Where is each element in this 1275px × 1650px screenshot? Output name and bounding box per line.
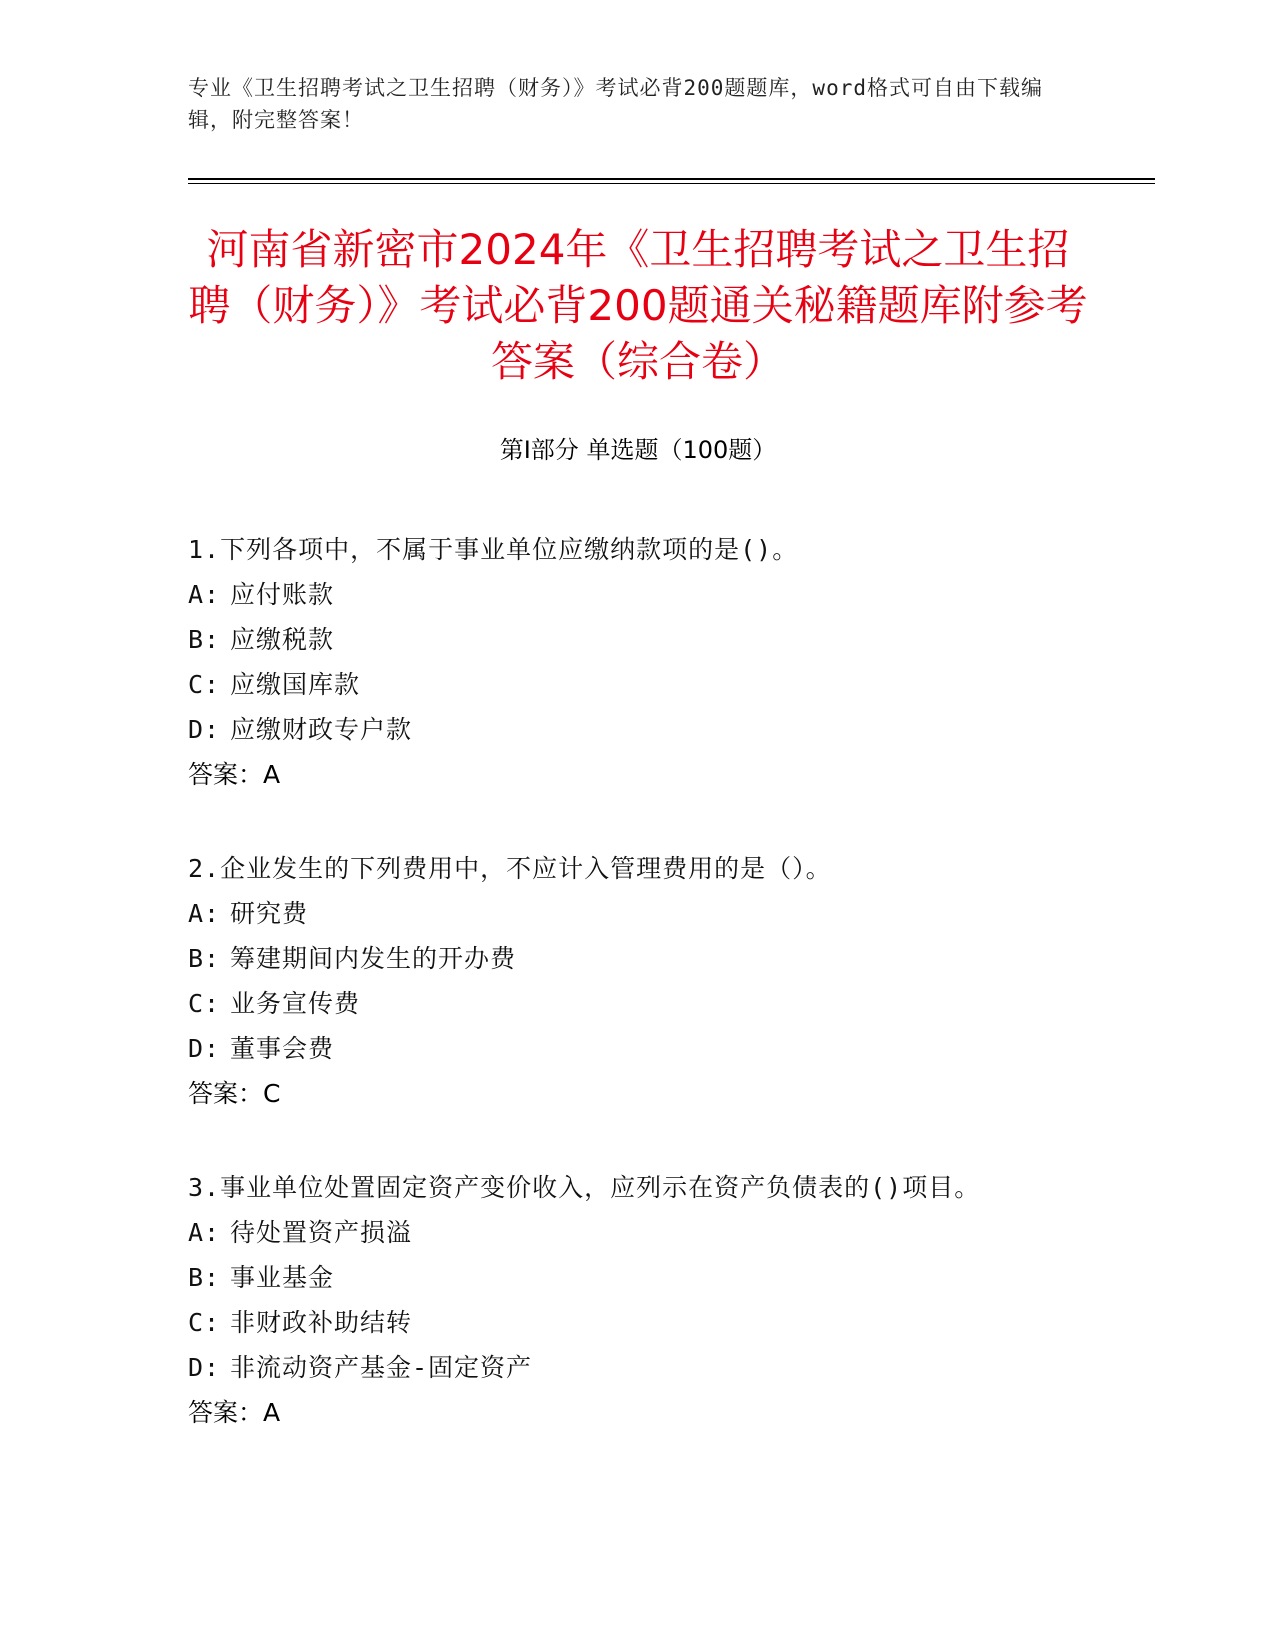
option-letter: A:: [188, 899, 221, 928]
option-letter: B:: [188, 944, 221, 973]
question-2: [188, 846, 1168, 1116]
option-text: 应缴财政专户款: [230, 715, 413, 744]
option-letter: B:: [188, 625, 221, 654]
option-letter: D:: [188, 715, 221, 744]
header-note: 专业《卫生招聘考试之卫生招聘（财务）》考试必背200题题库，word格式可自由下载编辑，附完整答案！: [188, 76, 1043, 132]
option-c: [188, 662, 1168, 707]
option-text: 筹建期间内发生的开办费: [230, 944, 517, 973]
option-c: [188, 981, 1168, 1026]
option-d: [188, 1345, 1168, 1390]
option-text: 应缴国库款: [230, 670, 361, 699]
question-stem: 2.企业发生的下列费用中，不应计入管理费用的是（）。: [188, 854, 832, 883]
option-text: 非财政补助结转: [230, 1308, 413, 1337]
header-rule-thick: [188, 178, 1155, 180]
option-text: 研究费: [230, 899, 309, 928]
option-b: [188, 936, 1168, 981]
option-letter: C:: [188, 989, 221, 1018]
option-letter: C:: [188, 1308, 221, 1337]
answer-line: 答案：C: [188, 1079, 281, 1108]
header-rule-thin: [188, 183, 1155, 184]
option-letter: D:: [188, 1353, 221, 1382]
option-letter: C:: [188, 670, 221, 699]
option-b: [188, 617, 1168, 662]
option-letter: B:: [188, 1263, 221, 1292]
option-d: [188, 707, 1168, 752]
option-a: [188, 1210, 1168, 1255]
option-letter: A:: [188, 580, 221, 609]
option-b: [188, 1255, 1168, 1300]
option-letter: D:: [188, 1034, 221, 1063]
answer-line: 答案：A: [188, 1398, 281, 1427]
section-title: 第Ⅰ部分 单选题（100题）: [499, 436, 777, 464]
option-text: 事业基金: [230, 1263, 335, 1292]
option-text: 非流动资产基金-固定资产: [230, 1353, 533, 1382]
option-text: 业务宣传费: [230, 989, 361, 1018]
question-stem: 3.事业单位处置固定资产变价收入，应列示在资产负债表的()项目。: [188, 1173, 981, 1202]
option-letter: A:: [188, 1218, 221, 1247]
option-c: [188, 1300, 1168, 1345]
document-title: 河南省新密市2024年《卫生招聘考试之卫生招聘（财务）》考试必背200题通关秘籍题库附参考答案（综合卷）: [188, 225, 1088, 386]
question-1: [188, 527, 1168, 797]
question-3: [188, 1165, 1168, 1435]
option-a: [188, 572, 1168, 617]
question-stem: 1.下列各项中，不属于事业单位应缴纳款项的是()。: [188, 535, 799, 564]
option-text: 董事会费: [230, 1034, 335, 1063]
answer-line: 答案：A: [188, 760, 281, 789]
option-text: 应付账款: [230, 580, 335, 609]
option-d: [188, 1026, 1168, 1071]
option-a: [188, 891, 1168, 936]
option-text: 应缴税款: [230, 625, 335, 654]
option-text: 待处置资产损溢: [230, 1218, 413, 1247]
